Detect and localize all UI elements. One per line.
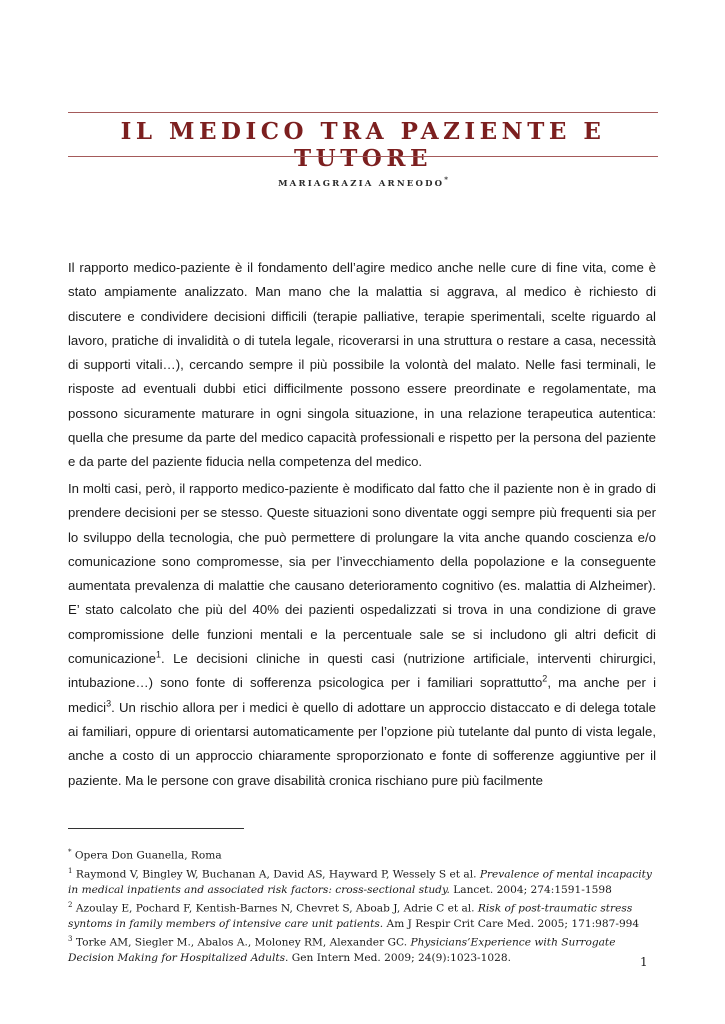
page-number: 1 (640, 955, 648, 969)
title-rule-bottom (68, 156, 658, 157)
footnotes (68, 845, 658, 966)
paragraph-2 (68, 477, 656, 793)
paragraph-2-text: . Le decisioni cliniche in questi casi (nutrizione artificiale, interventi chirurgici, intubazione…) sono fonte di sofferenza psicologica per i familiari soprattutto (68, 651, 656, 691)
title-rule-top (68, 112, 658, 113)
page-title: IL MEDICO TRA PAZIENTE E TUTORE (120, 118, 606, 172)
author-footnote-mark: * (444, 175, 448, 184)
footnote-1: $^1$ Raymond V, Bingley W, Buchanan A, David AS, Hayward P, Wessely S et al. Prevalence of mental incapacity in medical inpatients and associated risk factors: cross-sectional study. Lancet. 2004; 274:1591-1598 (68, 866, 652, 896)
footnote-affiliation: * Opera Don Guanella, Roma (68, 848, 222, 862)
footnote-ref-2[interactable]: 2 (542, 673, 548, 684)
author-name: MARIAGRAZIA ARNEODO (278, 178, 445, 189)
paragraph-2-text: , ma anche per i medici (68, 675, 656, 715)
author-line (68, 175, 658, 189)
footnote-2: $^2$ Azoulay E, Pochard F, Kentish-Barnes N, Chevret S, Aboab J, Adrie C et al. Risk of post-traumatic stress syntoms in family members of intensive care unit patients. Am J Respir Crit Care Med. 2005; 171:987-994 (68, 900, 640, 930)
paragraph-1: Il rapporto medico-paziente è il fondamento dell’agire medico anche nelle cure di fine vita, come è stato ampiamente analizzato. Man mano che la malattia si aggrava, al medico è richiesto di discutere e condividere decisioni difficili (terapie palliative, terapie sperimentali, scelte riguardo al lavoro, pratiche di invalidità o di tutela legale, ricoverarsi in una struttura o restare a casa, necessità di supporti vitali…), cercando sempre il più possibile la volontà del malato. Nelle fasi terminali, le risposte ad eventuali dubbi etici difficilmente possono essere preordinate e regolamentate, ma possono sicuramente maturare in ogni singola situazione, in una relazione terapeutica autentica: quella che presume da parte del medico capacità professionali e rispetto per la persona del paziente e da parte del paziente fiducia nella competenza del medico. (68, 260, 656, 470)
paragraph-2-text: In molti casi, però, il rapporto medico-paziente è modificato dal fatto che il paziente non è in grado di prendere decisioni per se stesso. Queste situazioni sono diventate oggi sempre più frequenti sia per lo sviluppo della tecnologia, che può permettere di prolungare la vita anche quando coscienza e/o comunicazione sono compromesse, sia per l’invecchiamento della popolazione e la conseguente aumentata prevalenza di malattie che causano deterioramento cognitivo (es. malattia di Alzheimer). E’ stato calcolato che più del 40% dei pazienti ospedalizzati si trova in una condizione di grave compromissione delle funzioni mentali e la percentuale sale se si includono gli altri deficit di comunicazione (68, 481, 656, 667)
paragraph-2-text: . Un rischio allora per i medici è quello di adottare un approccio distaccato e di delega totale ai familiari, oppure di orientarsi automaticamente per l’opzione più tutelante dal punto di vista legale, anche a costo di un approccio chiaramente sproporzionato e fonte di sofferenze aggiuntive per il paziente. Ma le persone con grave disabilità cronica rischiano pure più facilmente (68, 699, 656, 788)
footnote-ref-3[interactable]: 3 (106, 698, 112, 709)
footnote-separator (68, 828, 244, 829)
footnote-ref-1[interactable]: 1 (155, 649, 161, 660)
footnote-3: $^3$ Torke AM, Siegler M., Abalos A., Moloney RM, Alexander GC. Physicians’Experience with Surrogate Decision Making for Hospitalized Adults. Gen Intern Med. 2009; 24(9):1023-1028. (68, 935, 616, 964)
